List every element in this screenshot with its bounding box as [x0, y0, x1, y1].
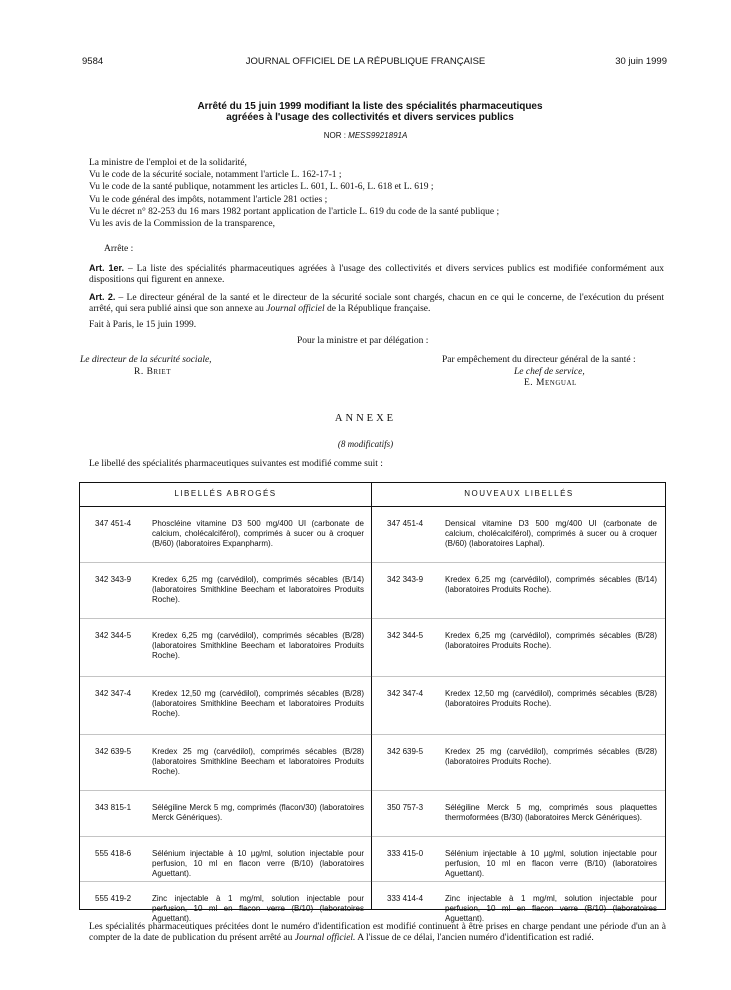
decree-title-line-2: agréées à l'usage des collectivités et divers services publics: [226, 112, 514, 123]
article-1: [89, 263, 664, 285]
new-label: Zinc injectable à 1 mg/ml, solution injectable pour perfusion, 10 ml en flacon verre (B/10) (laboratoires Aguettant).: [445, 894, 657, 923]
visa-line: Vu le code de la sécurité sociale, notamment l'article L. 162-17-1 ;: [89, 170, 342, 181]
nor-label: NOR :: [323, 131, 346, 140]
article-2-text: – Le directeur général de la santé et le directeur de la sécurité sociale sont chargés, chacun en ce qui le concerne, de l'exécution du présent arrêté, qui sera publié ainsi que son annexe au: [89, 293, 664, 314]
visa-line: Vu le code général des impôts, notamment l'article 281 octies ;: [89, 194, 328, 205]
visa-line: Vu le décret n° 82-253 du 16 mars 1982 portant application de l'article L. 619 du code de la santé publique ;: [89, 206, 500, 217]
decree-title: [100, 101, 640, 123]
journal-title: JOURNAL OFFICIEL DE LA RÉPUBLIQUE FRANÇAISE: [245, 56, 486, 67]
old-label: Kredex 25 mg (carvédilol), comprimés sécables (B/28) (laboratoires Smithkline Beecham et laboratoires Produits Roche).: [152, 747, 364, 776]
signature-left: [80, 355, 212, 378]
new-label: Densical vitamine D3 500 mg/400 UI (carbonate de calcium, cholécalciférol), comprimés à sucer ou à croquer (B/60) (laboratoires Laphal).: [445, 519, 657, 548]
signature-right: [442, 355, 682, 390]
annex-title: ANNEXE: [334, 413, 397, 424]
new-cip-code: 342 639-5: [387, 747, 424, 756]
old-cip-code: 555 418-6: [95, 849, 132, 858]
decree-title-line-1: Arrêté du 15 juin 1999 modifiant la liste des spécialités pharmaceutiques: [197, 101, 543, 112]
old-label: Zinc injectable à 1 mg/ml, solution injectable pour perfusion, 10 ml en flacon verre (B/10) (laboratoires Aguettant).: [152, 894, 364, 923]
old-cip-code: 342 347-4: [95, 689, 132, 698]
new-cip-code: 333 414-4: [387, 894, 424, 903]
article-2-text-end: de la République française.: [324, 303, 431, 314]
table-row: [80, 677, 665, 735]
visa-line: Vu le code de la santé publique, notamment les articles L. 601, L. 601-6, L. 618 et L. 619 ;: [89, 182, 434, 193]
visa-line: Vu les avis de la Commission de la transparence,: [89, 219, 275, 230]
labels-table: [79, 482, 666, 923]
header-new-labels: NOUVEAUX LIBELLÉS: [464, 489, 574, 498]
new-label: Kredex 12,50 mg (carvédilol), comprimés sécables (B/28) (laboratoires Produits Roche).: [445, 689, 657, 708]
closing-paragraph: [89, 922, 666, 943]
new-cip-code: 347 451-4: [387, 519, 424, 528]
signature-right-name: E. Mengual: [524, 378, 577, 388]
table-row: [80, 735, 665, 791]
new-label: Kredex 6,25 mg (carvédilol), comprimés sécables (B/28) (laboratoires Produits Roche).: [445, 631, 657, 650]
closing-text: Les spécialités pharmaceutiques précitées dont le numéro d'identification est modifié continuent à être prises en charge pendant une période d'un an à compter de la date de publication du présent arrêté au: [89, 922, 666, 943]
old-label: Sélégiline Merck 5 mg, comprimés (flacon/30) (laboratoires Merck Génériques).: [152, 803, 364, 822]
article-2-label: Art. 2.: [89, 292, 116, 302]
new-cip-code: 342 344-5: [387, 631, 424, 640]
signature-left-name: R. Briet: [134, 366, 171, 377]
old-label: Kredex 12,50 mg (carvédilol), comprimés sécables (B/28) (laboratoires Smithkline Beecham et laboratoires Produits Roche).: [152, 689, 364, 718]
table-row: [80, 837, 665, 882]
new-label: Kredex 6,25 mg (carvédilol), comprimés sécables (B/14) (laboratoires Produits Roche).: [445, 575, 657, 594]
annex-intro: Le libellé des spécialités pharmaceutiques suivantes est modifié comme suit :: [89, 459, 383, 469]
nor-value: MESS9921891A: [348, 131, 408, 140]
new-label: Sélégiline Merck 5 mg, comprimés sous plaquettes thermoformées (B/30) (laboratoires Merck Génériques).: [445, 803, 657, 822]
header-old-labels: LIBELLÉS ABROGÉS: [174, 489, 277, 498]
closing-journal-ref: Journal officiel.: [294, 932, 356, 943]
old-cip-code: 343 815-1: [95, 803, 132, 812]
old-label: Sélénium injectable à 10 µg/ml, solution injectable pour perfusion, 10 ml en flacon verre (B/10) (laboratoires Aguettant).: [152, 849, 364, 878]
old-label: Kredex 6,25 mg (carvédilol), comprimés sécables (B/28) (laboratoires Smithkline Beecham et laboratoires Produits Roche).: [152, 631, 364, 660]
old-cip-code: 342 343-9: [95, 575, 132, 584]
article-2: [89, 292, 664, 314]
page-number: 9584: [82, 56, 104, 67]
table-row: [80, 791, 665, 837]
old-cip-code: 342 639-5: [95, 747, 132, 756]
annex-subtitle: (8 modificatifs): [337, 439, 394, 449]
old-cip-code: 347 451-4: [95, 519, 132, 528]
new-cip-code: 342 347-4: [387, 689, 424, 698]
arrete-heading: Arrête :: [104, 244, 134, 254]
journal-officiel-ref: Journal officiel: [266, 303, 325, 314]
new-cip-code: 342 343-9: [387, 575, 424, 584]
visa-line: La ministre de l'emploi et de la solidarité,: [89, 158, 247, 168]
old-cip-code: 342 344-5: [95, 631, 132, 640]
new-label: Kredex 25 mg (carvédilol), comprimés sécables (B/28) (laboratoires Produits Roche).: [445, 747, 657, 766]
article-1-text: – La liste des spécialités pharmaceutiques agréées à l'usage des collectivités et divers services publics est modifiée conformément aux dispositions qui figurent en annexe.: [89, 264, 664, 285]
new-label: Sélénium injectable à 10 µg/ml, solution injectable pour perfusion, 10 ml en flacon verre (B/10) (laboratoires Aguettant).: [445, 849, 657, 878]
article-1-label: Art. 1er.: [89, 263, 125, 273]
table-row: [80, 563, 665, 619]
table-row: [80, 882, 665, 923]
nor-reference: [0, 131, 731, 140]
table-row: [80, 507, 665, 563]
closing-text-end: A l'issue de ce délai, l'ancien numéro d'identification est radié.: [355, 932, 594, 943]
table-row: [80, 619, 665, 677]
signature-right-line: Par empêchement du directeur général de la santé :: [442, 355, 636, 365]
old-label: Kredex 6,25 mg (carvédilol), comprimés sécables (B/14) (laboratoires Smithkline Beecham et laboratoires Produits Roche).: [152, 575, 364, 604]
old-cip-code: 555 419-2: [95, 894, 132, 903]
new-cip-code: 333 415-0: [387, 849, 424, 858]
fait-a-paris: Fait à Paris, le 15 juin 1999.: [89, 320, 197, 330]
issue-date: 30 juin 1999: [615, 56, 667, 67]
signature-right-role: Le chef de service,: [514, 366, 585, 377]
delegation-line: Pour la ministre et par délégation :: [297, 336, 429, 346]
visas-block: [89, 157, 499, 230]
new-cip-code: 350 757-3: [387, 803, 424, 812]
signature-left-role: Le directeur de la sécurité sociale,: [80, 355, 212, 365]
old-label: Phoscléine vitamine D3 500 mg/400 UI (carbonate de calcium, cholécalciférol), comprimés à sucer ou à croquer (B/60) (laboratoires Expanpharm).: [152, 519, 364, 548]
